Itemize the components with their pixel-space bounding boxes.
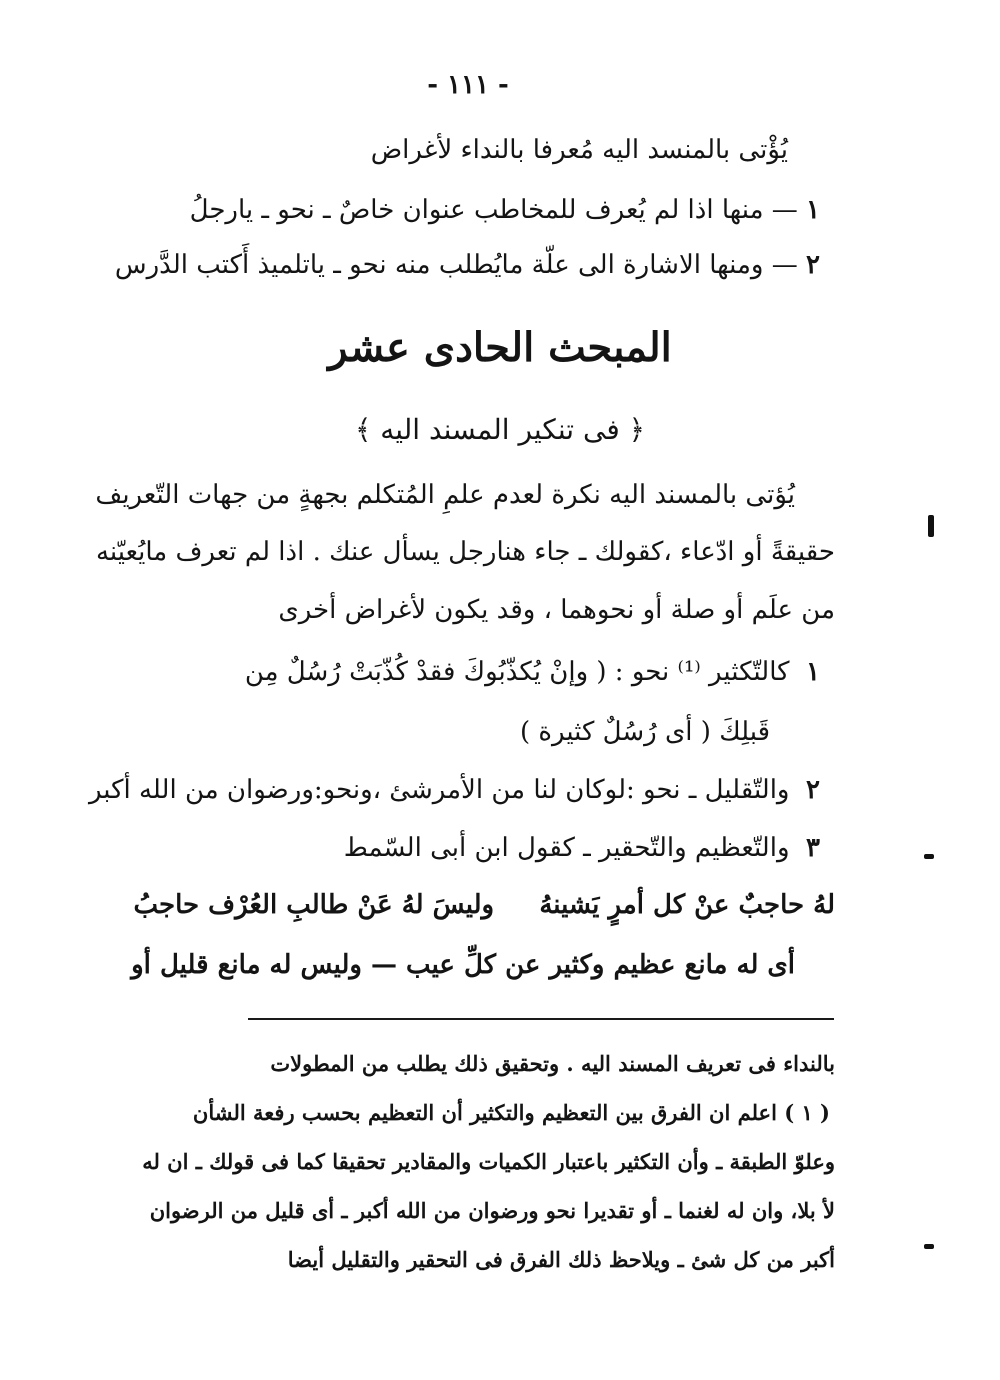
point-text: والتّعظيم والتّحقير ـ كقول ابن أبى السّمط [343, 833, 790, 863]
point-continuation: قَبلِكَ ( أى رُسُلٌ كثيرة ) [519, 717, 770, 747]
footnote-line: وعلوّ الطبقة ـ وأن التكثير باعتبار الكميات والمقادير تحقيقا كما فى قولك ـ ان له [142, 1149, 835, 1174]
scan-edge-mark [928, 515, 934, 537]
footnote-divider [248, 1018, 834, 1020]
footnote-line: أكبر من كل شئ ـ ويلاحظ ذلك الفرق فى التحقير والتقليل أيضا [287, 1247, 835, 1272]
scan-edge-mark [924, 1244, 934, 1249]
intro-item [114, 245, 820, 285]
point-text: كالتّكثير ⁽¹⁾ نحو : ( وإنْ يُكذّبُوكَ فقدْ كُذّبَتْ رُسُلٌ مِن [244, 657, 790, 687]
footnote-line: ( ١ ) اعلم ان الفرق بين التعظيم والتكثير أن التعظيم بحسب رفعة الشأن [192, 1100, 830, 1125]
intro-item-text: — ومنها الاشارة الى علّة مايُطلب منه نحو ـ ياتلميذ أَكتب الدَّرس [114, 250, 798, 280]
page-number: - ١١١ - [427, 70, 509, 100]
intro-item-text: — منها اذا لم يُعرف للمخاطب عنوان خاصٌ ـ نحو ـ يارجلُ [189, 195, 798, 225]
paragraph-line: من علَم أو صلة أو نحوهما ، وقد يكون لأغراض أخرى [278, 595, 835, 625]
scan-edge-mark [924, 854, 934, 859]
intro-item [189, 190, 820, 230]
point-item [343, 828, 820, 868]
section-title: المبحث الحادى عشر [328, 324, 672, 371]
paragraph-line: حقيقةً أو ادّعاء ،كقولك ـ جاء هنارجل يسأل عنك . اذا لم تعرف مايُعيّنه [95, 537, 835, 567]
verse-line: لهُ حاجبٌ عنْ كل أمرٍ يَشينهُ وليسَ لهُ عَنْ طالبِ العُرْف حاجبُ [133, 890, 835, 920]
point-number: ١ [806, 657, 820, 687]
intro-line: يُؤْتى بالمنسد اليه مُعرفا بالنداء لأغراض [370, 135, 788, 165]
point-text: والتّقليل ـ نحو :لوكان لنا من الأمرشئ ،ونحو:ورضوان من الله أكبر [88, 775, 790, 805]
section-subtitle: ﴿ فى تنكير المسند اليه ﴾ [354, 413, 646, 446]
point-number: ٢ [806, 775, 820, 805]
paragraph-line: يُؤتى بالمسند اليه نكرة لعدم علمِ المُتكلم بجهةٍ من جهات التّعريف [95, 480, 795, 510]
verse-explanation: أى له مانع عظيم وكثير عن كلِّ عيب — وليس له مانع قليل أو [131, 950, 795, 980]
point-number: ٣ [806, 833, 820, 863]
point-item [88, 770, 820, 810]
footnote-line: لأ بلا، وان له لغنما ـ أو تقديرا نحو ورضوان من الله أكبر ـ أى قليل من الرضوان [149, 1198, 835, 1223]
footnote-line: بالنداء فى تعريف المسند اليه . وتحقيق ذلك يطلب من المطولات [270, 1051, 835, 1076]
point-item [165, 652, 820, 692]
intro-item-number: ١ [806, 195, 820, 225]
intro-item-number: ٢ [806, 250, 820, 280]
